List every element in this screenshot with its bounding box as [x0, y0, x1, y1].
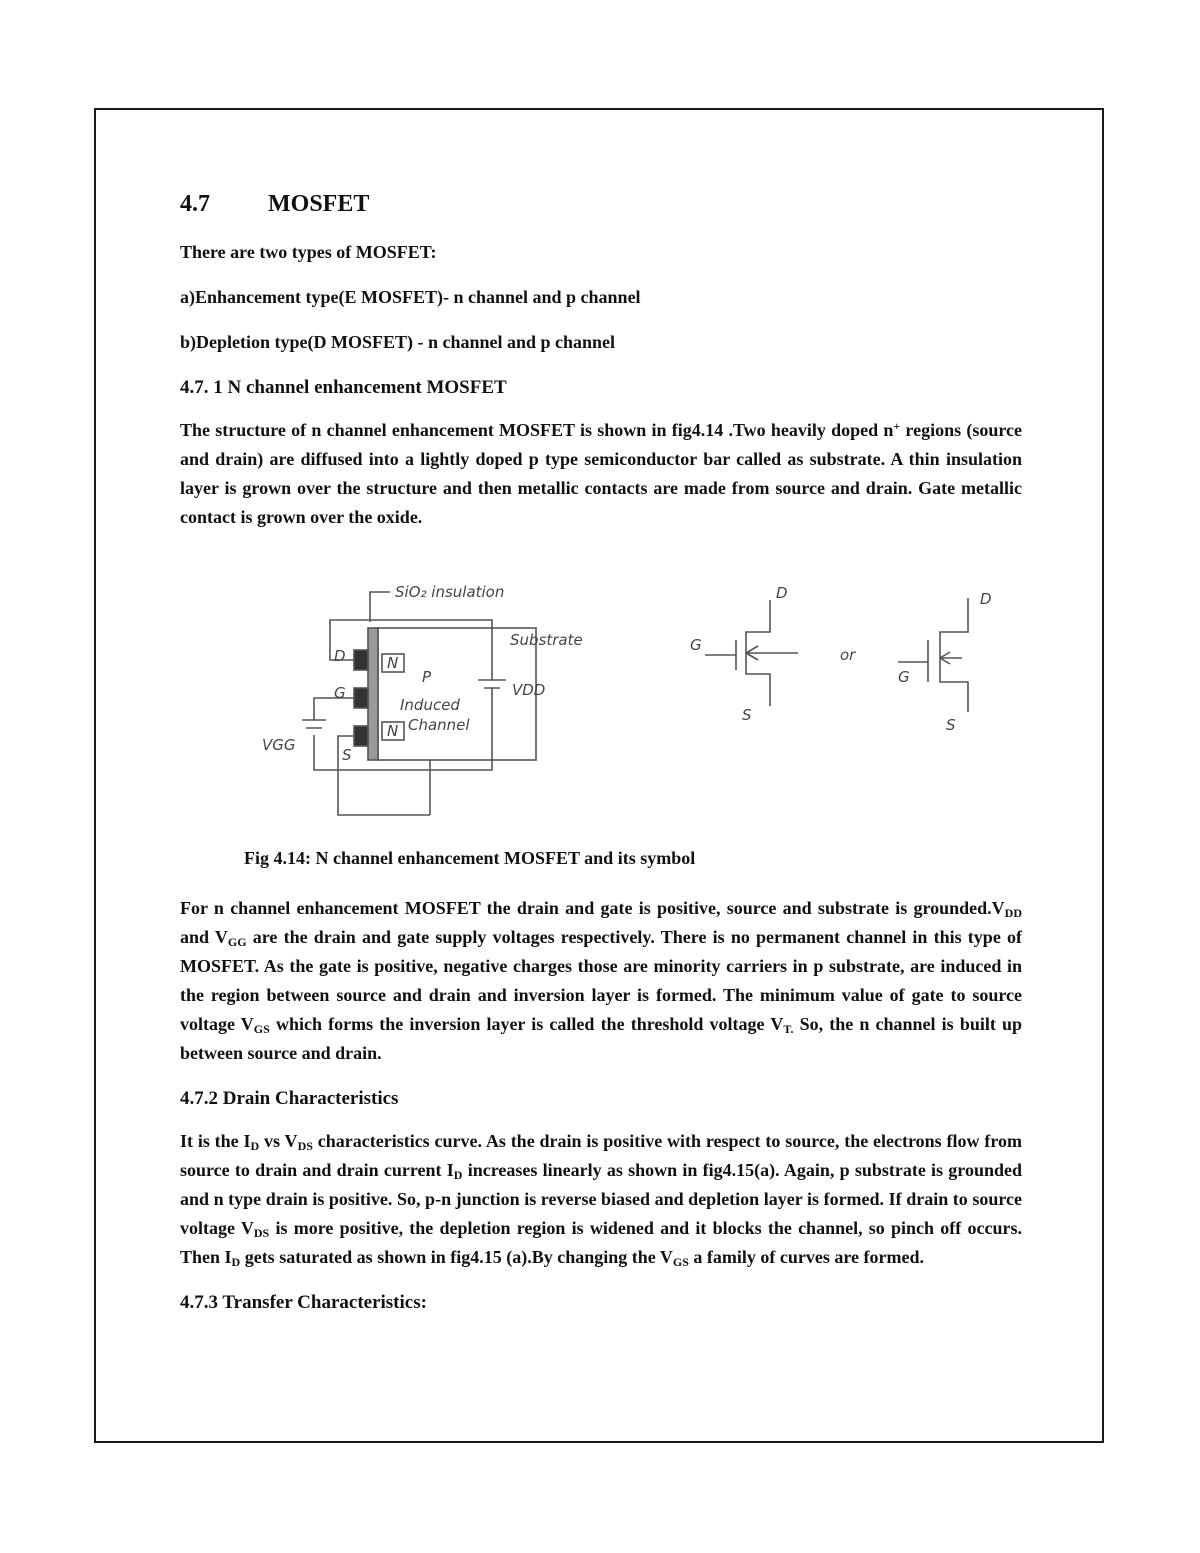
vgg-label: VGG — [262, 736, 296, 754]
subsection-heading-4-7-2: 4.7.2 Drain Characteristics — [180, 1088, 399, 1109]
symbol-1-substrate-arrow — [746, 646, 798, 660]
sio2-leader — [370, 592, 390, 622]
section-number: 4.7 — [180, 191, 210, 217]
drain-contact — [354, 650, 368, 670]
mosfet-diagram — [250, 570, 1080, 832]
paragraph-structure: The structure of n channel enhancement MOSFET is shown in fig4.14 .Two heavily doped n+ regions (source and drain) are diffused into a lightly doped p type semiconductor bar called as substrate. A thin insulation layer is grown over the structure and then metallic contacts are made from source and drain. Gate metallic contact is grown over the oxide. — [180, 419, 1022, 527]
channel-label: Channel — [408, 716, 470, 734]
paragraph-drain-characteristics: It is the $I_D$ vs $V_{DS}$ characteristics curve. As the drain is positive with respect to source, the electrons flow from source to drain and drain current $I_D$ increases linearly as shown in fig4.15(a). Again, p substrate is grounded and n type drain is positive. So, p-n junction is reverse biased and depletion layer is formed. If drain to source voltage $V_{DS}$ is more positive, the depletion region is widened and it blocks the channel, so pinch off occurs. Then $I_D$ gets saturated as shown in fig4.15 (a).By changing the $V_{GS}$ a family of curves are formed. — [180, 1131, 1022, 1269]
symbol-2-d: D — [980, 590, 992, 608]
gate-contact — [354, 688, 368, 708]
section-title-text: MOSFET — [268, 191, 370, 217]
paragraph-enhancement-operation: For n channel enhancement MOSFET the drain and gate is positive, source and substrate is $grounded.V_{DD}$ and $V_{GG}$ are the drain and gate supply voltages respectively. There is no permanent channel in this type of MOSFET. As the gate is positive, negative charges those are minority carriers in p substrate, are induced in the region between source and drain and inversion layer is formed. The minimum value of gate to source voltage $V_{GS}$ which forms the inversion layer is called the threshold voltage $V_{T.}$ So, the n channel is built up between source and drain. — [180, 898, 1022, 1063]
symbol-1-s: S — [742, 706, 752, 724]
source-contact — [354, 726, 368, 746]
subsection-heading-4-7-3: 4.7.3 Transfer Characteristics: — [180, 1292, 427, 1313]
symbol-1-g: G — [690, 636, 702, 654]
sio2-label: SiO₂ insulation — [395, 583, 505, 601]
figure-caption: Fig 4.14: N channel enhancement MOSFET and its symbol — [244, 848, 696, 868]
symbol-2-substrate-arrow — [940, 652, 962, 664]
mosfet-figure — [250, 570, 1080, 832]
vgg-battery — [302, 720, 326, 728]
drain-n-label: N — [387, 654, 399, 672]
vdd-battery — [478, 680, 506, 688]
type-depletion: b)Depletion type(D MOSFET) - n channel and p channel — [180, 332, 616, 352]
vdd-label: VDD — [512, 681, 546, 699]
symbol-1-d: D — [776, 584, 788, 602]
page-content — [180, 190, 1022, 548]
subsection-heading-4-7-1: 4.7. 1 N channel enhancement MOSFET — [180, 377, 507, 398]
induced-label: Induced — [400, 696, 460, 714]
g-terminal-label: G — [334, 684, 346, 702]
d-terminal-label: D — [334, 647, 346, 665]
oxide-layer — [368, 628, 378, 760]
substrate-label: Substrate — [510, 631, 583, 649]
symbol-2-g: G — [898, 668, 910, 686]
type-enhancement: a)Enhancement type(E MOSFET)- n channel and p channel — [180, 287, 641, 307]
lower-content — [180, 894, 1022, 1331]
intro-text: There are two types of MOSFET: — [180, 242, 437, 262]
or-label: or — [840, 646, 856, 664]
symbol-1-gate — [705, 640, 736, 670]
section-title — [180, 190, 1022, 224]
p-label: P — [422, 668, 432, 686]
source-n-label: N — [387, 722, 399, 740]
source-wire — [338, 736, 430, 815]
symbol-2-s: S — [946, 716, 956, 734]
s-terminal-label: S — [342, 746, 352, 764]
